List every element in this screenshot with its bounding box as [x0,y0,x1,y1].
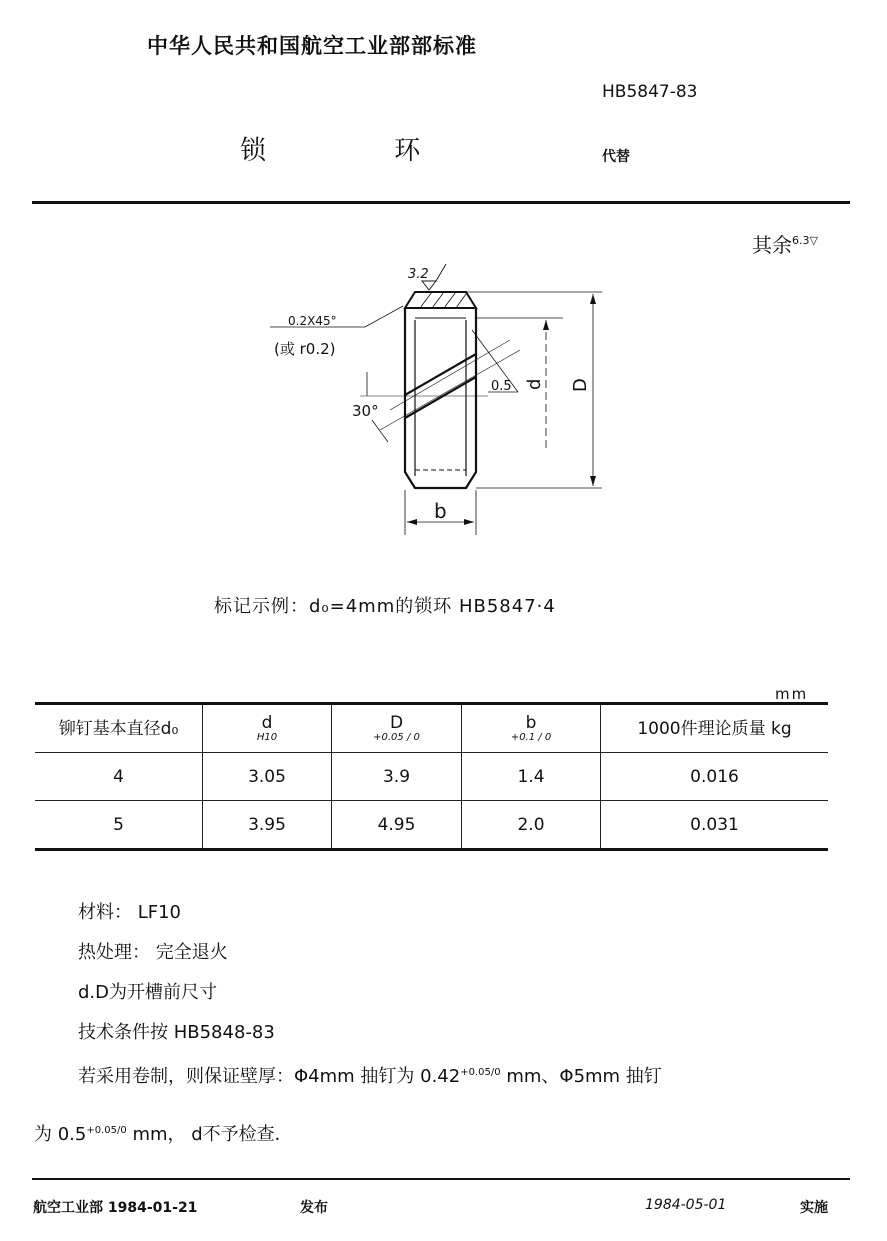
cell-d0: 5 [35,801,203,850]
header-mass: 1000件理论质量 kg [601,704,829,753]
cell-D: 3.9 [332,753,462,801]
tolerance-5mm: +0.05/0 [86,1125,127,1136]
rolling-text-c: 为 0.5 [34,1124,87,1145]
footer-rule [32,1178,850,1180]
header-D: D +0.05 / 0 [332,704,462,753]
note-material: 材料： LF10 [78,902,182,923]
top-roughness-value: 3.2 [408,267,429,282]
issuing-organization: 中华人民共和国航空工业部部标准 [147,34,477,58]
document-title: 锁 环 [240,136,481,166]
other-roughness-label: 其余 [752,233,792,257]
rolling-text-b: mm、Φ5mm 抽钉 [500,1066,662,1087]
note-dimensions: d.D为开槽前尺寸 [78,982,218,1003]
standard-number: HB5847-83 [602,82,698,102]
outer-diameter-label: D [570,378,591,392]
effective-label: 实施 [800,1200,828,1216]
header-rule [32,201,850,204]
table-row [35,753,828,801]
cell-mass: 0.016 [601,753,829,801]
cell-mass: 0.031 [601,801,829,850]
note-tech-conditions: 技术条件按 HB5848-83 [78,1022,275,1043]
header-b: b +0.1 / 0 [462,704,601,753]
note-rolling-line2 [34,1120,293,1146]
angle-label: 30° [352,402,379,420]
header-rivet-diameter: 铆钉基本直径d₀ [35,704,203,753]
marking-example: 标记示例：d₀=4mm的锁环 HB5847·4 [214,596,556,617]
replaces-label: 代替 [602,149,630,165]
table-row [35,801,828,850]
cell-b: 2.0 [462,801,601,850]
cell-D: 4.95 [332,801,462,850]
note-heat-treatment: 热处理： 完全退火 [78,942,228,963]
technical-notes [78,893,662,1097]
chamfer-label: 0.2X45° [288,314,337,328]
lock-ring-drawing [260,250,620,550]
tolerance-4mm: +0.05/0 [460,1067,501,1078]
table-header-row [35,704,828,753]
cell-d0: 4 [35,753,203,801]
rolling-text-d: mm， d不予检查． [126,1124,293,1145]
issuer-date: 航空工业部 1984-01-21 [33,1200,198,1216]
table-unit: mm [775,685,809,703]
issue-label: 发布 [300,1200,328,1216]
inner-diameter-label: d [524,378,545,390]
rolling-text-a: 若采用卷制，则保证壁厚：Φ4mm 抽钉为 0.42 [78,1066,461,1087]
width-label: b [434,499,447,523]
roughness-symbol-icon: 6.3▽ [792,234,818,247]
other-surface-roughness [752,229,818,258]
header-d: d H10 [203,704,332,753]
cell-d: 3.05 [203,753,332,801]
cell-b: 1.4 [462,753,601,801]
slot-width-label: 0.5 [491,379,512,394]
dimension-table [35,702,828,851]
other-roughness-value: 6.3 [792,234,810,247]
note-rolling-line1 [78,1053,662,1097]
chamfer-alt-label: (或 r0.2) [274,340,336,358]
cell-d: 3.95 [203,801,332,850]
effective-date: 1984-05-01 [645,1197,727,1213]
